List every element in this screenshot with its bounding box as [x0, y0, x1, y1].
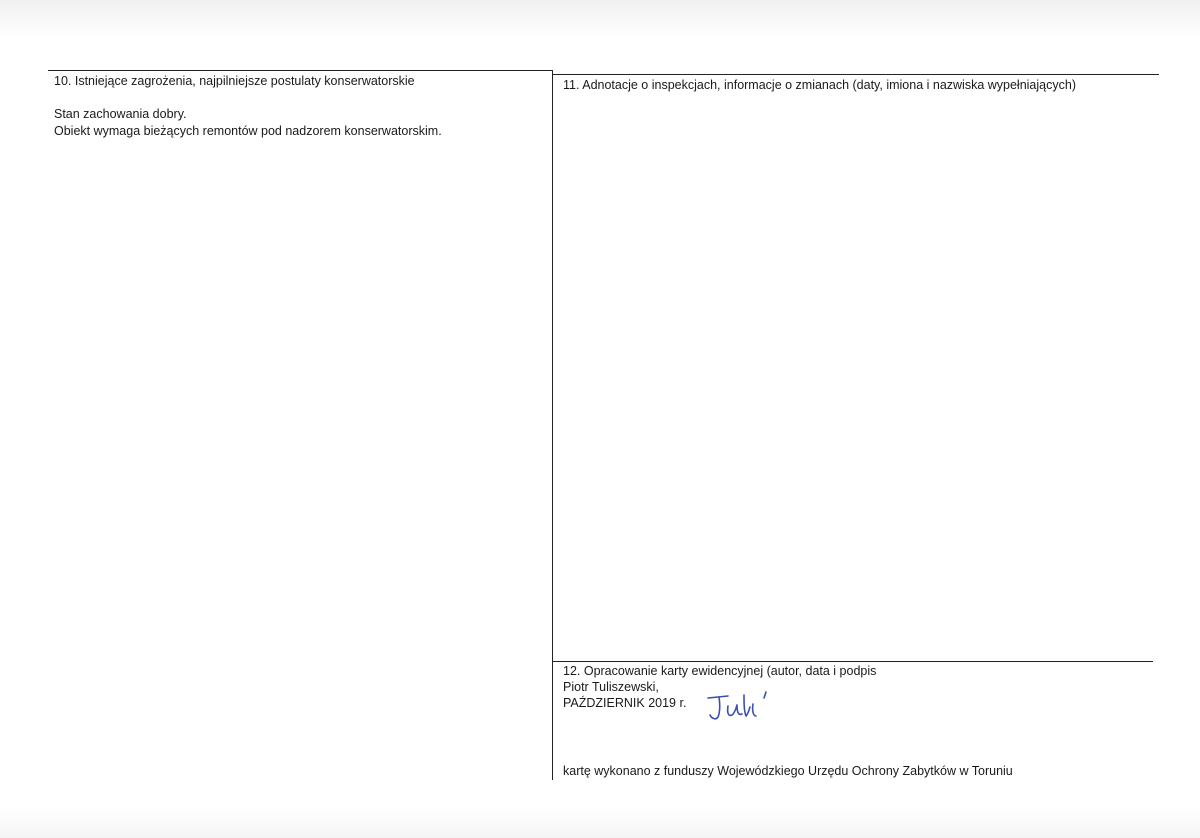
signature-stroke: [708, 696, 728, 698]
scan-shadow-bottom: [0, 808, 1200, 838]
signature-stroke: [744, 695, 750, 716]
signature-stroke: [728, 705, 742, 715]
section-11-heading: 11. Adnotacje o inspekcjach, informacje o zmianach (daty, imiona i nazwiska wypełniających): [563, 78, 1076, 92]
handwritten-signature: [704, 689, 784, 729]
scan-shadow-top: [0, 0, 1200, 40]
condition-line: Stan zachowania dobry.: [54, 107, 187, 121]
signature-stroke: [753, 704, 756, 716]
signature-stroke: [710, 697, 720, 719]
section-10-heading: 10. Istniejące zagrożenia, najpilniejsze postulaty konserwatorskie: [54, 74, 415, 88]
preparation-date: PAŹDZIERNIK 2019 r.: [563, 696, 687, 710]
funding-note: kartę wykonano z funduszy Wojewódzkiego Urzędu Ochrony Zabytków w Toruniu: [563, 764, 1013, 778]
section-12-top-rule: [553, 661, 1153, 662]
author-name: Piotr Tuliszewski,: [563, 680, 659, 694]
column-divider: [552, 70, 553, 780]
section-12-heading: 12. Opracowanie karty ewidencyjnej (autor, data i podpis: [563, 664, 877, 678]
section-11-top-rule: [553, 74, 1159, 75]
signature-stroke: [764, 692, 766, 698]
section-10-top-rule: [48, 70, 553, 71]
maintenance-line: Obiekt wymaga bieżących remontów pod nadzorem konserwatorskim.: [54, 124, 442, 138]
